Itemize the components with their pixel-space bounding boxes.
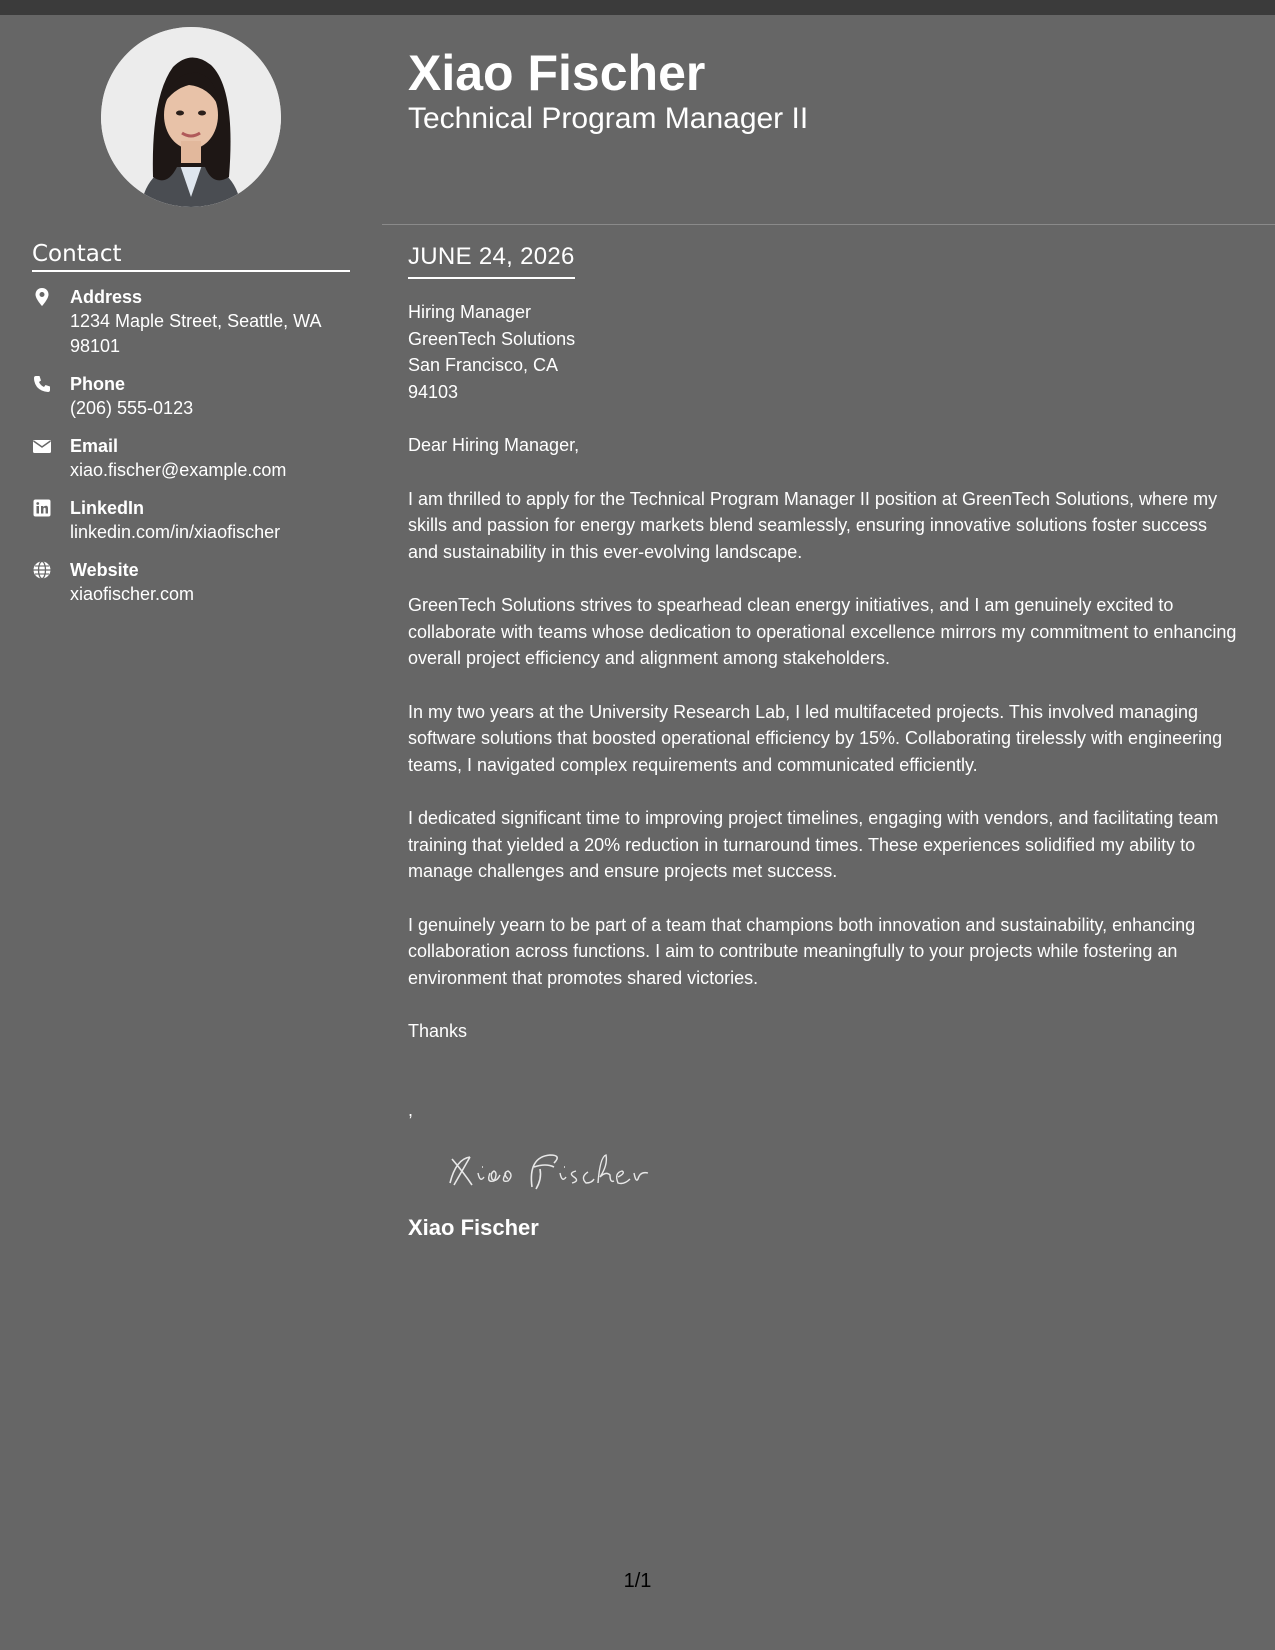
contact-item-email	[32, 434, 350, 483]
signed-name: Xiao Fischer	[408, 1215, 539, 1240]
contact-label: Email	[70, 436, 119, 456]
contact-item-phone	[32, 372, 350, 421]
envelope-icon	[32, 436, 56, 460]
letter-paragraph: I am thrilled to apply for the Technical Program Manager II position at GreenTech Solutions, where my skills and passion for energy markets blend seamlessly, ensuring innovative solutions foster success and sustainability in this ever-evolving landscape.	[408, 488, 1218, 562]
recipient-line: GreenTech Solutions	[408, 328, 576, 349]
contact-item-website	[32, 558, 350, 607]
recipient-line: Hiring Manager	[408, 302, 532, 322]
letter-paragraph: I dedicated significant time to improving project timelines, engaging with vendors, and facilitating team training that yielded a 20% reduction in turnaround times. These experiences solidified my ability to manage challenges and ensure projects met success.	[408, 808, 1219, 881]
map-pin-icon	[32, 287, 56, 311]
page-number: 1/1	[623, 1570, 652, 1592]
job-title: Technical Program Manager II	[408, 102, 809, 135]
recipient-line: 94103	[408, 381, 459, 402]
phone-value[interactable]: (206) 555-0123	[70, 398, 194, 418]
linkedin-icon	[32, 498, 56, 522]
letter-date: JUNE 24, 2026	[408, 240, 575, 279]
website-value[interactable]: xiaofischer.com	[70, 584, 195, 604]
sidebar	[0, 15, 382, 1650]
header-divider	[382, 224, 1275, 225]
contact-label: Website	[70, 560, 139, 580]
recipient-block	[408, 299, 1238, 405]
closing: Thanks	[408, 1021, 468, 1041]
contact-item-linkedin	[32, 496, 350, 545]
phone-icon	[32, 374, 56, 398]
contact-item-address	[32, 285, 350, 359]
signature-image	[442, 1143, 652, 1199]
letter-paragraph: I genuinely yearn to be part of a team that champions both innovation and sustainability, enhancing collaboration across functions. I aim to contribute meaningfully to your projects while fostering an environment that promotes shared victories.	[408, 914, 1196, 988]
avatar	[101, 27, 281, 207]
contact-heading: Contact	[32, 241, 350, 272]
globe-icon	[32, 560, 56, 584]
contact-label: Phone	[70, 374, 126, 394]
letter-paragraph: GreenTech Solutions strives to spearhead clean energy initiatives, and I am genuinely excited to collaborate with teams whose dedication to operational excellence mirrors my commitment to enhancing overall project efficiency and alignment among stakeholders.	[408, 595, 1237, 668]
header	[408, 40, 1248, 138]
recipient-line: San Francisco, CA	[408, 355, 559, 375]
email-value[interactable]: xiao.fischer@example.com	[70, 460, 287, 480]
contact-label: LinkedIn	[70, 498, 145, 518]
top-bar	[0, 0, 1275, 15]
letter-paragraph: In my two years at the University Research Lab, I led multifaceted projects. This involved managing software solutions that boosted operational efficiency by 15%. Collaborating tirelessly with engineering teams, I navigated complex requirements and communicated efficiently.	[408, 701, 1223, 775]
closing-comma: ,	[408, 1099, 414, 1120]
candidate-name: Xiao Fischer	[408, 45, 706, 101]
salutation: Dear Hiring Manager,	[408, 435, 580, 455]
address-value: 1234 Maple Street, Seattle, WA 98101	[70, 311, 321, 356]
contact-label: Address	[70, 287, 143, 307]
letter-body	[408, 240, 1238, 1243]
contact-list	[32, 285, 350, 620]
profile-photo	[101, 27, 281, 207]
linkedin-value[interactable]: linkedin.com/in/xiaofischer	[70, 522, 281, 542]
